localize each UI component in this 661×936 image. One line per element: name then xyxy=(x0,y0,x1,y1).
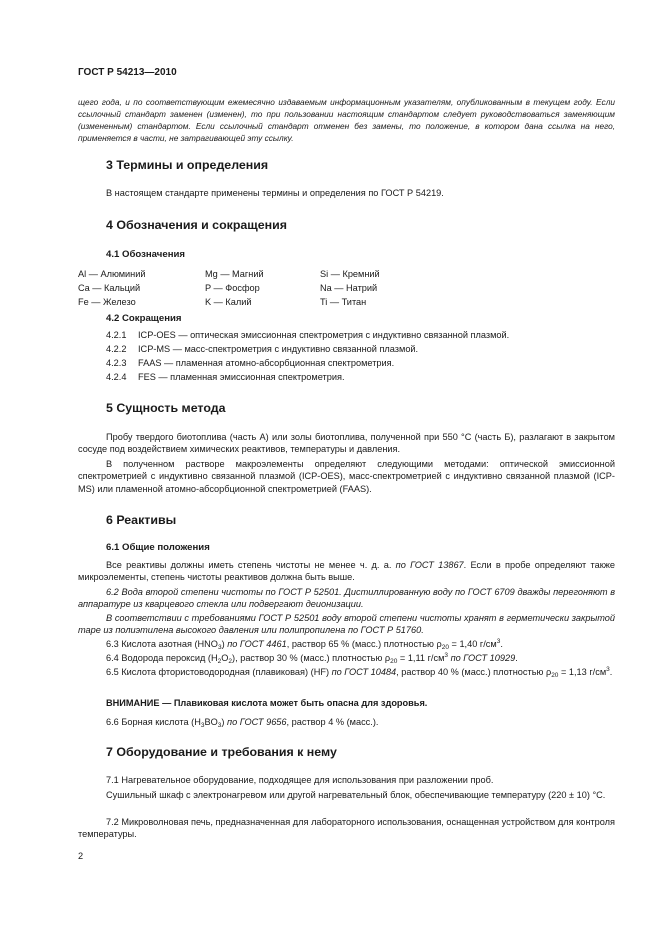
symbol-k: K — Калий xyxy=(205,297,252,307)
section-4-title: 4 Обозначения и сокращения xyxy=(106,218,287,232)
symbol-fe: Fe — Железо xyxy=(78,297,136,307)
abbr-item xyxy=(106,329,509,341)
abbr-number: 4.2.4 xyxy=(106,372,127,382)
document-header: ГОСТ Р 54213—2010 xyxy=(78,67,177,78)
section-7-title: 7 Оборудование и требования к нему xyxy=(106,745,337,759)
abbr-text: ICP-OES — оптическая эмиссионная спектрометрия с индуктивно связанной плазмой. xyxy=(138,330,510,340)
section-6-4-text: 6.4 Водорода пероксид $(H_2O_2)$, раствор 30 % (масс.) плотностью $\rho_{20} = 1,11$ $г/см^3$ по ГОСТ 10929. xyxy=(106,652,518,665)
section-7-1-oven-text: Сушильный шкаф с электронагревом или другой нагревательный блок, обеспечивающие температуру (220 ± 10) °С. xyxy=(106,790,606,800)
symbol-ti: Ti — Титан xyxy=(320,297,367,307)
section-6-1-title: 6.1 Общие положения xyxy=(106,542,210,553)
symbol-mg: Mg — Магний xyxy=(205,269,264,279)
section-6-5-text: 6.5 Кислота фтористоводородная (плавиковая) (HF) по ГОСТ 10484, раствор 40 % (масс.) плотностью $\rho_{20} = 1,13$ $г/см^3$. xyxy=(106,666,613,679)
abbr-text: ICP-MS — масс-спектрометрия с индуктивно связанной плазмой. xyxy=(138,344,419,354)
section-5-paragraph-1: Пробу твердого биотоплива (часть А) или золы биотоплива, полученной при 550 °С (часть Б), разлагают в закрытом сосуде под воздействием химических реактивов, температуры и давления. xyxy=(78,432,615,455)
section-4-2-title: 4.2 Сокращения xyxy=(106,313,182,324)
intro-paragraph: щего года, и по соответствующим ежемесячно издаваемым информационным указателям, опубликованным в текущем году. Если ссылочный стандарт заменен (изменен), то при пользовании настоящим стандартом следует руководствоваться заменяющим (измененным) стандартом. Если ссылочный стандарт отменен без замены, то положение, в котором дана ссылка на него, применяется в части, не затрагивающей эту ссылку. xyxy=(78,97,615,143)
abbr-text: FAAS — пламенная атомно-абсорбционная спектрометрия. xyxy=(138,358,395,368)
section-6-2-storage-text: В соответствии с требованиями ГОСТ Р 52501 воду второй степени чистоты хранят в герметически закрытой таре из полиэтилена высокого давления или полипропилена по ГОСТ Р 51760. xyxy=(78,613,615,636)
section-7-2-text: 7.2 Микроволновая печь, предназначенная для лабораторного использования, оснащенная устройством для контроля температуры. xyxy=(78,817,615,840)
abbr-item xyxy=(106,343,418,355)
abbr-item xyxy=(106,357,394,369)
symbol-si: Si — Кремний xyxy=(320,269,380,279)
section-4-1-title: 4.1 Обозначения xyxy=(106,249,185,260)
section-3-title: 3 Термины и определения xyxy=(106,158,269,172)
abbr-text: FES — пламенная эмиссионная спектрометрия. xyxy=(138,372,345,382)
section-6-title: 6 Реактивы xyxy=(106,513,177,527)
symbol-al: Al — Алюминий xyxy=(78,269,146,279)
symbol-ca: Ca — Кальций xyxy=(78,283,141,293)
section-5-title: 5 Сущность метода xyxy=(106,401,226,415)
abbr-number: 4.2.3 xyxy=(106,358,127,368)
page-number: 2 xyxy=(78,851,84,861)
warning-text: ВНИМАНИЕ — Плавиковая кислота может быть опасна для здоровья. xyxy=(106,698,428,708)
section-7-1-text: 7.1 Нагревательное оборудование, подходящее для использования при разложении проб. xyxy=(106,775,494,785)
section-6-3-text: 6.3 Кислота азотная $(HNO_3)$ по ГОСТ 4461, раствор 65 % (масс.) плотностью $\rho_{20} = 1,40$ $г/см^3$. xyxy=(106,638,503,651)
abbr-number: 4.2.1 xyxy=(106,330,127,340)
section-6-1-text: Все реактивы должны иметь степень чистоты не менее ч. д. а. по ГОСТ 13867. Если в пробе определяют также микроэлементы, степень чистоты реактивов должна быть выше. xyxy=(78,560,615,583)
symbol-p: P — Фосфор xyxy=(205,283,260,293)
section-6-6-text: 6.6 Борная кислота $(H_3BO_3)$ по ГОСТ 9656, раствор 4 % (масс.). xyxy=(106,717,379,729)
abbr-item xyxy=(106,371,345,383)
abbr-number: 4.2.2 xyxy=(106,344,127,354)
section-3-text: В настоящем стандарте применены термины и определения по ГОСТ Р 54219. xyxy=(106,188,444,198)
symbol-na: Na — Натрий xyxy=(320,283,378,293)
section-5-paragraph-2: В полученном растворе макроэлементы определяют следующими методами: оптической эмиссионной спектрометрией с индуктивно связанной плазмой (ICP-OES), масс-спектрометрией с индуктивно связанной плазмой (ICP-MS) или пламенной атомно-абсорбционной спектрометрией (FAAS). xyxy=(78,459,615,494)
section-6-2-text: 6.2 Вода второй степени чистоты по ГОСТ Р 52501. Дистиллированную воду по ГОСТ 6709 дважды перегоняют в аппаратуре из кварцевого стекла или подвергают деионизации. xyxy=(78,587,615,610)
